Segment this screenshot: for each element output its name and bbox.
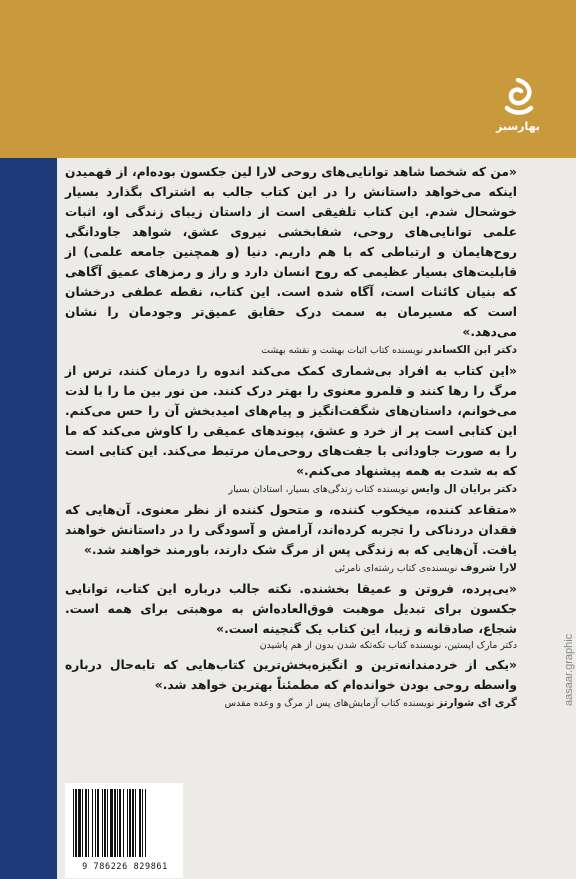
barcode-bar [95, 789, 96, 857]
barcode-bars [71, 787, 177, 859]
barcode-bar [114, 789, 116, 857]
barcode-bar [142, 789, 143, 857]
publisher-leaf-icon [501, 78, 535, 118]
barcode-bar [88, 789, 89, 857]
barcode-bar [119, 789, 121, 857]
barcode-bar [92, 789, 93, 857]
quote-author: دکتر ابن الکساندر [426, 344, 517, 356]
barcode-bar [85, 789, 87, 857]
quote-author: دکتر برایان ال وایس [411, 483, 517, 495]
barcode-bar [132, 789, 134, 857]
quote-author: گری ای شوارتز [437, 697, 517, 709]
quote-attribution: دکتر مارک اپستین، نویسنده کتاب تکه‌تکه شدن بدون از هم پاشیدن [259, 640, 517, 651]
barcode-bar [104, 789, 106, 857]
quote-author-desc: نویسنده کتاب آزمایش‌های پس از مرگ و وعده مقدس [224, 698, 435, 709]
quote-text: «متقاعد کننده، میخکوب کننده، و متحول کننده از نظر معنوی. آن‌هایی که فقدان دردناکی را تجربه کرده‌اند، آرامش و آسودگی را در داستانش خواهند یافت. آن‌هایی که به زندگی پس از مرگ شک دارند، باورمند خواهند شد.» [65, 503, 517, 557]
publisher-logo [493, 78, 543, 148]
quote-text: «یکی از خردمندانه‌ترین و انگیزه‌بخش‌ترین کتاب‌هایی که تا‌به‌حال درباره واسطه روحی بودن خوانده‌ام که مطمئناً بهترین خواهد شد.» [65, 658, 517, 692]
barcode-bar [75, 789, 77, 857]
barcode-bar [145, 789, 146, 857]
endorsements [65, 162, 517, 714]
barcode-bar [110, 789, 113, 857]
barcode-bar [102, 789, 103, 857]
barcode-bar [78, 789, 81, 857]
quote-attribution [65, 696, 517, 711]
quote-author-desc: نویسنده کتاب اثبات بهشت و نقشه بهشت [261, 345, 424, 356]
barcode-bar [139, 789, 141, 857]
barcode-bar [129, 789, 131, 857]
quote-attribution [65, 482, 517, 497]
barcode-digits: 9 786226 829861 [82, 862, 168, 872]
barcode-bar [73, 789, 74, 857]
quote-author: لارا شروف [460, 562, 517, 574]
barcode-bar [127, 789, 128, 857]
isbn-barcode [65, 783, 183, 878]
quote-text: «بی‌پرده، فروتن و عمیقا بخشنده. نکته جالب درباره این کتاب، توانایی جکسون برای تبدیل موهبت فوق‌العاده‌اش به موهبتی برای همه است. شجاع، صادقانه و زیبا، این کتاب یک گنجینه است.» [65, 582, 517, 636]
barcode-bar [135, 789, 136, 857]
publisher-name: بهارسبز [495, 120, 540, 133]
top-color-band [0, 0, 576, 158]
barcode-bar [107, 789, 108, 857]
quote-attribution [65, 561, 517, 576]
quote-author-desc: نویسنده کتاب زندگی‌های بسیار، استادان بسیار [228, 484, 409, 495]
content-panel [57, 158, 576, 879]
barcode-bar [117, 789, 118, 857]
quote-attribution [65, 343, 517, 358]
barcode-bar [123, 789, 124, 857]
barcode-bar [97, 789, 99, 857]
quote-text: «من که شخصا شاهد توانایی‌های روحی لارا لین جکسون بوده‌ام، از فهمیدن اینکه می‌خواهد داستانش را در این کتاب جالب به اشتراک بگذارد بسیار خوشحال شدم. این کتاب تلفیقی است از داستان زیبای زندگی او، اثبات علمی توانایی‌های روحی، شفابخشی نیروی عشق، شواهد جاودانگی روح‌هایمان و ارتباطی که با هم داریم. دنیا (و همچنین جامعه علمی) از قابلیت‌های بسیار عظیمی که روح انسان دارد و راز و رمزهای عمیق آگاهی که بنیان کائنات است، آگاه شده است. این کتاب، نقطه عطفی درخشان است که مسیرمان به سمت درک حقایق عمیق‌تر وجودمان را نشان می‌دهد.» [65, 165, 517, 339]
quote-author-desc: نویسنده‌ی کتاب رشته‌ای نامرئی [334, 563, 458, 574]
barcode-bar [82, 789, 83, 857]
left-blue-stripe [0, 158, 57, 879]
watermark-text: aasaar.graphic [563, 633, 575, 706]
quote-text: «این کتاب به افراد بی‌شماری کمک می‌کند اندوه را درمان کنند، ترس از مرگ را رها کنند و قلمرو معنوی را بهتر درک کنند. من نور بین ما را با لذت می‌خوانم، داستان‌های شگفت‌انگیز و پیام‌های امیدبخش آن را حس می‌کنم. این کتابی است پر از خرد و عشق، پیوندهای عمیقی را کاوش می‌کند که ما را به صورت جاودانی با جفت‌های روحی‌مان مرتبط می‌کند. این کتابی است که به شدت به همه پیشنهاد می‌کنم.» [65, 364, 517, 478]
